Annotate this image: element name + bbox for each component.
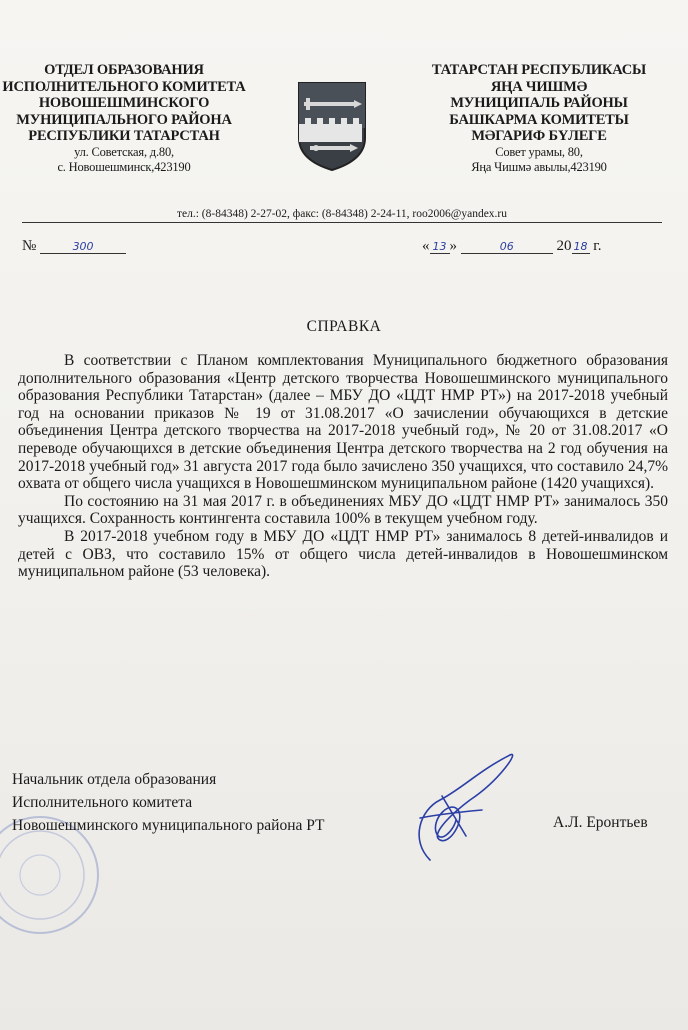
signatory-position-line: Начальник отдела образования [12,771,217,788]
header-left-line: РЕСПУБЛИКИ ТАТАРСТАН [28,128,220,144]
date-quote-open: « [422,238,430,254]
header-right-line: МУНИЦИПАЛЬ РАЙОНЫ [450,95,628,111]
contacts-line: тел.: (8-84348) 2-27-02, факс: (8-84348) 2-24-11, roo2006@yandex.ru [22,207,662,223]
header-left-line: ОТДЕЛ ОБРАЗОВАНИЯ [44,62,204,78]
header-right-organization [408,62,670,175]
header-left-line: ИСПОЛНИТЕЛЬНОГО КОМИТЕТА [2,78,246,95]
date-year-prefix: 20 [556,238,572,254]
header-left-address-street: ул. Советская, д.80, [74,144,174,159]
header-right-line: МӘГАРИФ БҮЛЕГЕ [471,128,607,144]
header-left-organization [0,62,248,175]
document-title: СПРАВКА [306,318,382,335]
header-right-line: ЯҢА ЧИШМӘ [490,78,588,95]
date-quote-close: » [449,238,457,254]
document-body [18,352,668,581]
handwritten-signature [370,740,530,880]
header-left-line: МУНИЦИПАЛЬНОГО РАЙОНА [16,111,232,128]
number-sign: № [22,238,37,254]
header-right-address-street: Совет урамы, 80, [495,144,583,159]
body-paragraph: В 2017-2018 учебном году в МБУ ДО «ЦДТ НМР РТ» занималось 8 детей-инвалидов и детей с ОВЗ, что составило 15% от общего числа детей-инвалидов в Новошешминском муниципальном районе (53 человека). [18,527,668,581]
header-right-address-village: Яңа Чишмә авылы,423190 [471,159,607,174]
header-left-line: НОВОШЕШМИНСКОГО [38,95,210,111]
date-year-suffix: 18 [573,240,588,253]
signatory-position [12,768,325,837]
signatory-position-line: Исполнительного комитета [12,794,193,811]
header-right-line: ТАТАРСТАН РЕСПУБЛИКАСЫ [431,62,647,78]
body-paragraph: По состоянию на 31 мая 2017 г. в объединениях МБУ ДО «ЦДТ НМР РТ» занималось 350 учащихся. Сохранность контингента составила 100% в текущем учебном году. [18,492,668,528]
coat-of-arms-emblem [296,80,368,172]
header-left-address-village: с. Новошешминск,423190 [57,159,191,174]
header-right-line: БАШКАРМА КОМИТЕТЫ [449,111,629,128]
signatory-position-line: Новошешминского муниципального района РТ [12,817,325,834]
document-date [422,238,601,255]
number-value: 300 [40,240,126,254]
document-number [22,238,126,255]
date-day: 13 [430,240,450,254]
body-paragraph: В соответствии с Планом комплектования Муниципального бюджетного образования дополнительного образования «Центр детского творчества Новошешминского муниципального образования Республики Татарстан» (далее – МБУ ДО «ЦДТ НМР РТ») на 2017-2018 учебный год на основании приказов № 19 от 31.08.2017 «О зачислении обучающихся в детские объединения Центра детского творчества на 2017-2018 учебный год», № 20 от 31.08.2017 «О переводе обучающихся в детские объединения Центра детского творчества на 2 год обучения на 2017-2018 учебный год» 31 августа 2017 года было зачислено 350 учащихся, что составило 24,7% охвата от общего числа учащихся в Новошешминском муниципальном районе (1420 учащихся). [18,352,668,493]
date-year-end: г. [593,238,602,254]
date-month: 06 [461,240,553,254]
signatory-name: А.Л. Еронтьев [553,814,648,831]
